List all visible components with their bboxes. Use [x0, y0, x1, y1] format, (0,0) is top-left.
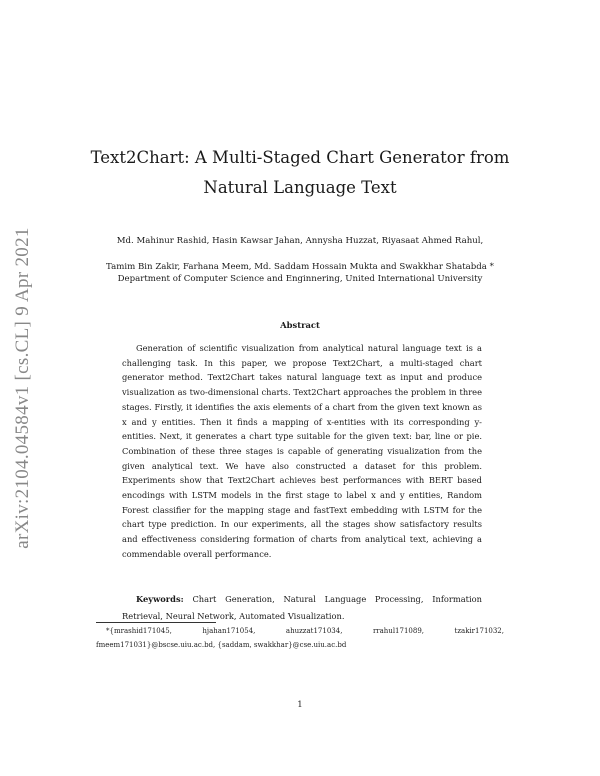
footnote-emails-line1 — [96, 625, 504, 639]
abstract-text: Generation of scientific visualization from analytical natural language text is a challenging task. In this paper, we propose Text2Chart, a multi-staged chart generator method. Text2Chart takes natural language text as input and produce visualization as two-dimensional charts. Text2Chart approaches the problem in three stages. Firstly, it identifies the axis elements of a chart from the given text known as x and y entities. Then it finds a mapping of x-entities with its corresponding y-entities. Next, it generates a chart type suitable for the given text: bar, line or pie. Combination of these three stages is capable of generating visualization from the given analytical text. We have also constructed a dataset for this problem. Experiments show that Text2Chart achieves best performances with BERT based encodings with LSTM models in the first stage to label x and y entities, Random Forest classifier for the mapping stage and fastText embedding with LSTM for the chart type prediction. In our experiments, all the stages show satisfactory results and effectiveness considering formation of charts from analytical text, achieving a commendable overall performance. — [122, 343, 482, 559]
footnote-divider — [96, 622, 216, 623]
footnote-email: hjahan171054, — [202, 627, 256, 635]
footnote-emails-line2: fmeem171031}@bscse.uiu.ac.bd, {saddam, swakkhar}@cse.uiu.ac.bd — [96, 640, 347, 649]
keywords-label: Keywords: — [136, 594, 184, 604]
keywords — [122, 591, 482, 625]
arxiv-identifier: arXiv:2104.04584v1 [cs.CL] 9 Apr 2021 — [12, 227, 33, 549]
author-line: Tamim Bin Zakir, Farhana Meem, Md. Saddam Hossain Mukta and Swakkhar Shatabda * — [106, 262, 494, 272]
paper-title: Text2Chart: A Multi-Staged Chart Generator from Natural Language Text — [90, 148, 510, 197]
footnote — [96, 625, 504, 652]
abstract-heading: Abstract — [280, 320, 320, 330]
footnote-email: rrahul171089, — [372, 627, 425, 635]
keywords-list: Chart Generation, Natural Language Processing, Information Retrieval, Neural Network, Automated Visualization. — [122, 594, 482, 621]
footnote-email: tzakir171032, — [454, 627, 504, 635]
page-number: 1 — [297, 700, 303, 710]
footnote-email: ahuzzat171034, — [285, 627, 343, 635]
footnote-email: *{mrashid171045, — [106, 627, 172, 635]
affiliation: Department of Computer Science and Enginnering, United International University — [117, 274, 483, 284]
author-line: Md. Mahinur Rashid, Hasin Kawsar Jahan, Annysha Huzzat, Riyasaat Ahmed Rahul, — [116, 236, 484, 246]
